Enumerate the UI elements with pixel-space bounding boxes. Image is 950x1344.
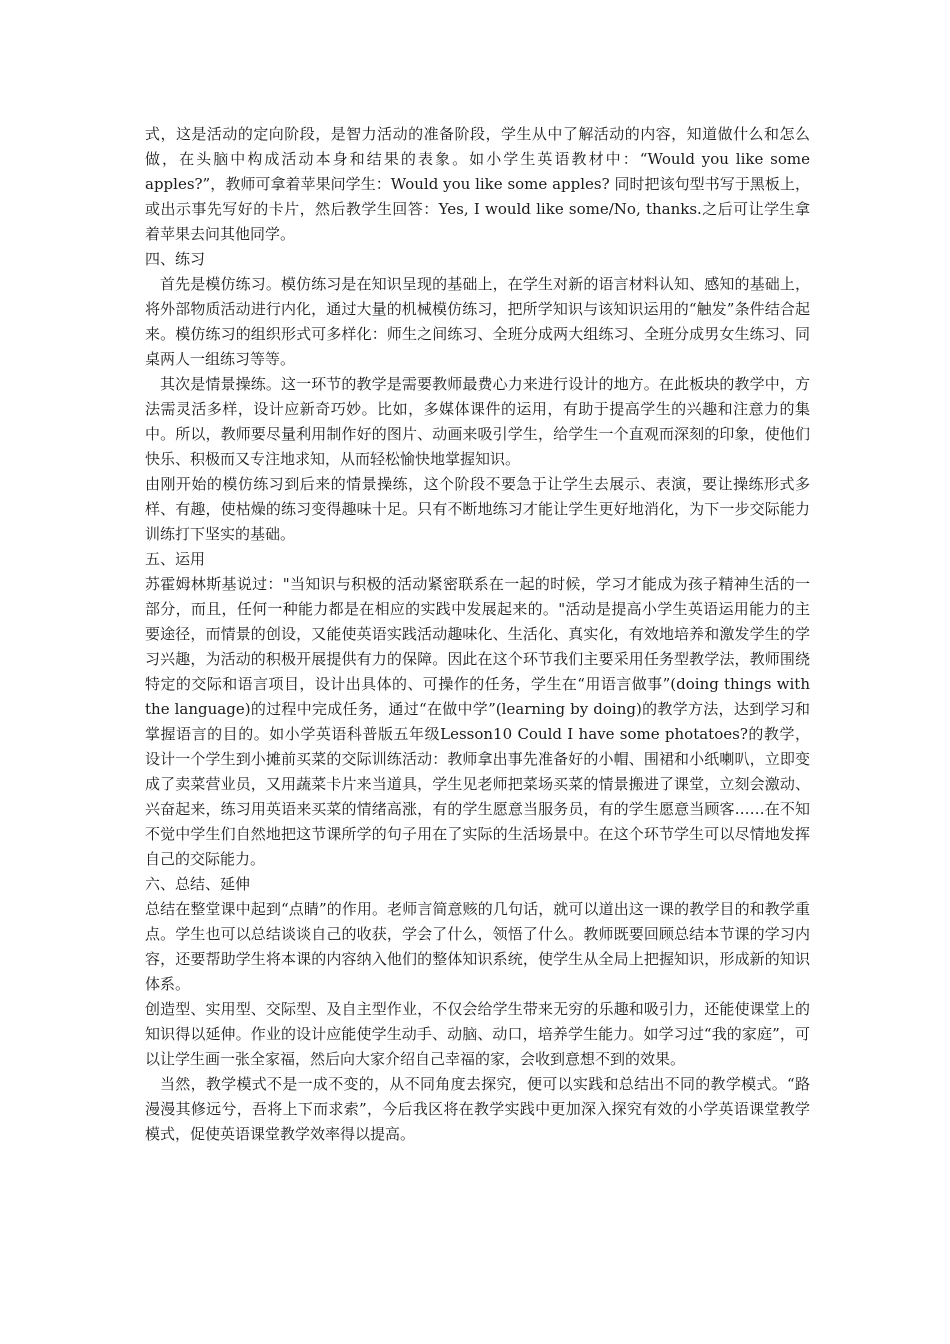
paragraph-situational-drill: 其次是情景操练。这一环节的教学是需要教师最费心力来进行设计的地方。在此板块的教学中，方法需灵活多样，设计应新奇巧妙。比如，多媒体课件的运用，有助于提高学生的兴趣和注意力的集中。所以，教师要尽量利用制作好的图片、动画来吸引学生，给学生一个直观而深刻的印象，使他们快乐、积极而又专注地求知，从而轻松愉快地掌握知识。 (145, 375, 810, 468)
section-heading-summary: 六、总结、延伸 (145, 875, 251, 893)
document-body (145, 122, 810, 1147)
paragraph-summary: 总结在整堂课中起到“点睛”的作用。老师言简意赅的几句话，就可以道出这一课的教学目的和教学重点。学生也可以总结谈谈自己的收获，学会了什么，领悟了什么。教师既要回顾总结本节课的学习内容，还要帮助学生将本课的内容纳入他们的整体知识系统，使学生从全局上把握知识，形成新的知识体系。 (145, 900, 810, 993)
paragraph-imitation-practice: 首先是模仿练习。模仿练习是在知识呈现的基础上，在学生对新的语言材料认知、感知的基础上，将外部物质活动进行内化，通过大量的机械模仿练习，把所学知识与该知识运用的“触发”条件结合起来。模仿练习的组织形式可多样化：师生之间练习、全班分成两大组练习、全班分成男女生练习、同桌两人一组练习等等。 (145, 275, 810, 368)
section-heading-application: 五、运用 (145, 550, 206, 568)
paragraph-intro: 式，这是活动的定向阶段，是智力活动的准备阶段，学生从中了解活动的内容，知道做什么和怎么做，在头脑中构成活动本身和结果的表象。如小学生英语教材中：“Would you like some apples?”，教师可拿着苹果问学生：Would you like some apples? 同时把该句型书写于黑板上，或出示事先写好的卡片，然后教学生回答：Yes, I would like some/No, thanks.之后可让学生拿着苹果去问其他同学。 (145, 125, 810, 243)
paragraph-practice-transition: 由刚开始的模仿练习到后来的情景操练，这个阶段不要急于让学生去展示、表演，要让操练形式多样、有趣，使枯燥的练习变得趣味十足。只有不断地练习才能让学生更好地消化，为下一步交际能力训练打下坚实的基础。 (145, 475, 810, 543)
paragraph-conclusion: 当然，教学模式不是一成不变的，从不同角度去探究，便可以实践和总结出不同的教学模式。“路漫漫其修远兮，吾将上下而求索”，今后我区将在教学实践中更加深入探究有效的小学英语课堂教学模式，促使英语课堂教学效率得以提高。 (145, 1075, 810, 1143)
section-heading-practice: 四、练习 (145, 250, 206, 268)
paragraph-application: 苏霍姆林斯基说过："当知识与积极的活动紧密联系在一起的时候，学习才能成为孩子精神生活的一部分，而且，任何一种能力都是在相应的实践中发展起来的。"活动是提高小学生英语运用能力的主要途径，而情景的创设，又能使英语实践活动趣味化、生活化、真实化，有效地培养和激发学生的学习兴趣，为活动的积极开展提供有力的保障。因此在这个环节我们主要采用任务型教学法，教师围绕特定的交际和语言项目，设计出具体的、可操作的任务，学生在“用语言做事”(doing things with the language)的过程中完成任务，通过“在做中学”(learning by doing)的教学方法，达到学习和掌握语言的目的。如小学英语科普版五年级Lesson10 Could I have some photatoes?的教学，设计一个学生到小摊前买菜的交际训练活动：教师拿出事先准备好的小帽、围裙和小纸喇叭，立即变成了卖菜营业员，又用蔬菜卡片来当道具，学生见老师把菜场买菜的情景搬进了课堂，立刻会激动、兴奋起来，练习用英语来买菜的情绪高涨，有的学生愿意当服务员，有的学生愿意当顾客……在不知不觉中学生们自然地把这节课所学的句子用在了实际的生活场景中。在这个环节学生可以尽情地发挥自己的交际能力。 (145, 575, 810, 868)
paragraph-homework: 创造型、实用型、交际型、及自主型作业，不仅会给学生带来无穷的乐趣和吸引力，还能使课堂上的知识得以延伸。作业的设计应能使学生动手、动脑、动口，培养学生能力。如学习过“我的家庭”，可以让学生画一张全家福，然后向大家介绍自己幸福的家，会收到意想不到的效果。 (145, 1000, 810, 1068)
